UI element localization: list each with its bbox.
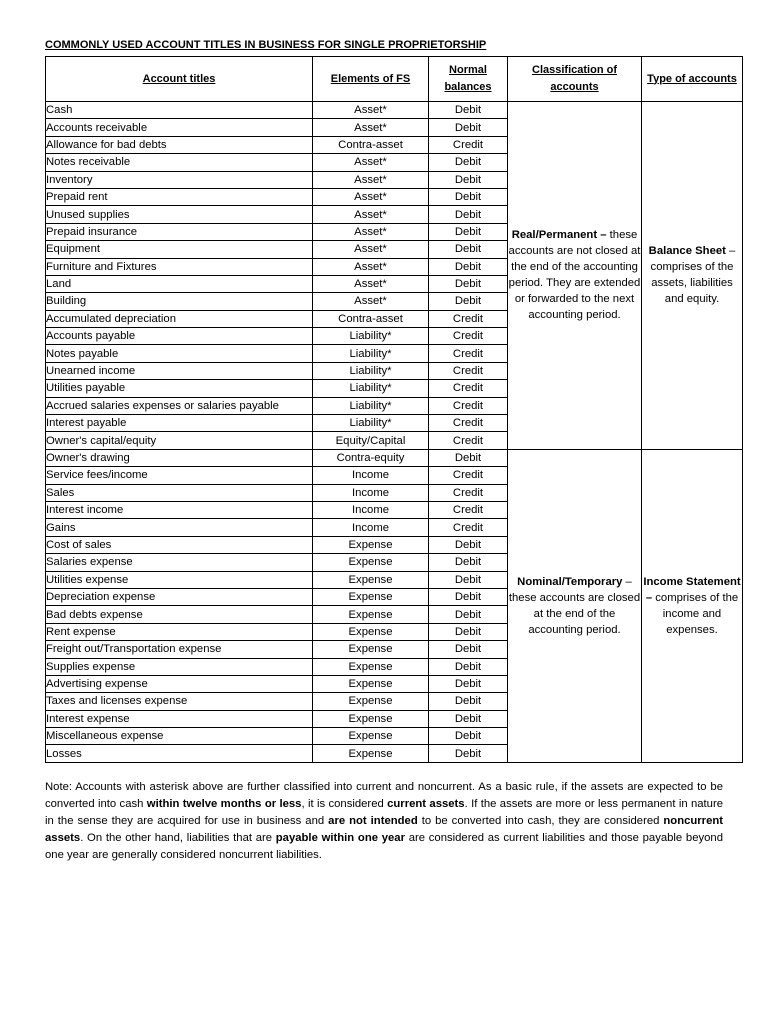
classification-heading: Real/Permanent –	[511, 229, 607, 242]
account-title-cell: Cost of sales	[46, 536, 313, 553]
element-cell: Expense	[313, 745, 429, 762]
normal-balance-cell: Debit	[429, 675, 508, 692]
header-account-titles: Account titles	[46, 57, 313, 102]
type-description: – comprises of the assets, liabilities and equity.	[650, 245, 736, 306]
account-title-cell: Utilities expense	[46, 571, 313, 588]
element-cell: Asset*	[313, 275, 429, 292]
note-text: . If the assets are more or less permanent in nature in the sense they are acquired for use in business and	[45, 798, 723, 827]
element-cell: Contra-asset	[313, 136, 429, 153]
normal-balance-cell: Credit	[429, 432, 508, 449]
element-cell: Expense	[313, 641, 429, 658]
account-title-cell: Prepaid insurance	[46, 223, 313, 240]
account-title-cell: Land	[46, 275, 313, 292]
normal-balance-cell: Credit	[429, 484, 508, 501]
element-cell: Expense	[313, 658, 429, 675]
normal-balance-cell: Debit	[429, 449, 508, 466]
account-title-cell: Owner's drawing	[46, 449, 313, 466]
header-elements-of-fs: Elements of FS	[313, 57, 429, 102]
account-title-cell: Salaries expense	[46, 554, 313, 571]
note-bold: current assets	[387, 798, 465, 810]
note-bold: within twelve months or less	[146, 798, 302, 810]
normal-balance-cell: Credit	[429, 501, 508, 518]
element-cell: Contra-asset	[313, 310, 429, 327]
type-heading: Balance Sheet	[648, 245, 726, 258]
element-cell: Asset*	[313, 206, 429, 223]
normal-balance-cell: Credit	[429, 362, 508, 379]
element-cell: Equity/Capital	[313, 432, 429, 449]
element-cell: Expense	[313, 554, 429, 571]
note-text: are considered as current liabilities and those payable beyond one year are generally considered noncurrent liabilities.	[45, 832, 723, 861]
account-title-cell: Notes payable	[46, 345, 313, 362]
normal-balance-cell: Credit	[429, 310, 508, 327]
normal-balance-cell: Debit	[429, 154, 508, 171]
element-cell: Expense	[313, 571, 429, 588]
normal-balance-cell: Credit	[429, 136, 508, 153]
element-cell: Expense	[313, 536, 429, 553]
normal-balance-cell: Debit	[429, 571, 508, 588]
account-title-cell: Inventory	[46, 171, 313, 188]
normal-balance-cell: Debit	[429, 588, 508, 605]
account-title-cell: Accrued salaries expenses or salaries payable	[46, 397, 313, 414]
note-paragraph	[45, 779, 723, 864]
table-body	[46, 102, 743, 763]
account-title-cell: Furniture and Fixtures	[46, 258, 313, 275]
element-cell: Liability*	[313, 328, 429, 345]
element-cell: Liability*	[313, 415, 429, 432]
account-title-cell: Prepaid rent	[46, 188, 313, 205]
normal-balance-cell: Debit	[429, 623, 508, 640]
normal-balance-cell: Debit	[429, 223, 508, 240]
element-cell: Income	[313, 467, 429, 484]
account-title-cell: Accounts payable	[46, 328, 313, 345]
classification-heading: Nominal/Temporary	[517, 575, 623, 588]
account-title-cell: Unearned income	[46, 362, 313, 379]
account-title-cell: Gains	[46, 519, 313, 536]
note-bold: payable within one year	[275, 832, 405, 844]
account-title-cell: Losses	[46, 745, 313, 762]
classification-description: these accounts are not closed at the end of the accounting period. They are extended or forwarded to the next accounting period.	[508, 229, 641, 322]
element-cell: Expense	[313, 728, 429, 745]
element-cell: Asset*	[313, 241, 429, 258]
account-title-cell: Equipment	[46, 241, 313, 258]
normal-balance-cell: Debit	[429, 554, 508, 571]
account-title-cell: Allowance for bad debts	[46, 136, 313, 153]
account-title-cell: Accumulated depreciation	[46, 310, 313, 327]
account-titles-table	[45, 56, 743, 763]
normal-balance-cell: Debit	[429, 745, 508, 762]
element-cell: Asset*	[313, 102, 429, 119]
element-cell: Contra-equity	[313, 449, 429, 466]
normal-balance-cell: Debit	[429, 658, 508, 675]
element-cell: Expense	[313, 623, 429, 640]
normal-balance-cell: Credit	[429, 467, 508, 484]
account-title-cell: Notes receivable	[46, 154, 313, 171]
element-cell: Expense	[313, 588, 429, 605]
header-normal-balances: Normal balances	[429, 57, 508, 102]
note-bold: noncurrent assets	[45, 815, 724, 844]
normal-balance-cell: Debit	[429, 102, 508, 119]
account-title-cell: Accounts receivable	[46, 119, 313, 136]
account-title-cell: Interest income	[46, 501, 313, 518]
note-text: , it is considered	[301, 798, 388, 810]
account-title-cell: Taxes and licenses expense	[46, 693, 313, 710]
account-title-cell: Bad debts expense	[46, 606, 313, 623]
header-type-of-accounts: Type of accounts	[642, 57, 743, 102]
normal-balance-cell: Debit	[429, 710, 508, 727]
account-title-cell: Unused supplies	[46, 206, 313, 223]
normal-balance-cell: Debit	[429, 693, 508, 710]
account-title-cell: Building	[46, 293, 313, 310]
normal-balance-cell: Debit	[429, 606, 508, 623]
element-cell: Asset*	[313, 171, 429, 188]
normal-balance-cell: Debit	[429, 206, 508, 223]
normal-balance-cell: Debit	[429, 188, 508, 205]
normal-balance-cell: Debit	[429, 293, 508, 310]
account-title-cell: Supplies expense	[46, 658, 313, 675]
element-cell: Income	[313, 501, 429, 518]
nominal-type-cell	[642, 449, 743, 762]
page-title: COMMONLY USED ACCOUNT TITLES IN BUSINESS FOR SINGLE PROPRIETORSHIP	[45, 39, 487, 51]
element-cell: Asset*	[313, 188, 429, 205]
account-title-cell: Advertising expense	[46, 675, 313, 692]
note-text: to be converted into cash, they are considered	[417, 815, 664, 827]
element-cell: Asset*	[313, 293, 429, 310]
element-cell: Income	[313, 484, 429, 501]
element-cell: Expense	[313, 606, 429, 623]
type-description: comprises of the income and expenses.	[652, 591, 739, 636]
note-bold: are not intended	[328, 815, 418, 827]
element-cell: Expense	[313, 710, 429, 727]
account-title-cell: Freight out/Transportation expense	[46, 641, 313, 658]
normal-balance-cell: Debit	[429, 275, 508, 292]
element-cell: Expense	[313, 675, 429, 692]
normal-balance-cell: Debit	[429, 241, 508, 258]
element-cell: Liability*	[313, 362, 429, 379]
account-title-cell: Owner's capital/equity	[46, 432, 313, 449]
account-title-cell: Sales	[46, 484, 313, 501]
account-title-cell: Depreciation expense	[46, 588, 313, 605]
normal-balance-cell: Debit	[429, 119, 508, 136]
note-text: . On the other hand, liabilities that are	[80, 832, 276, 844]
account-title-cell: Cash	[46, 102, 313, 119]
account-title-cell: Utilities payable	[46, 380, 313, 397]
account-title-cell: Miscellaneous expense	[46, 728, 313, 745]
normal-balance-cell: Credit	[429, 519, 508, 536]
nominal-classification-cell	[508, 449, 642, 762]
element-cell: Asset*	[313, 223, 429, 240]
normal-balance-cell: Debit	[429, 258, 508, 275]
normal-balance-cell: Credit	[429, 397, 508, 414]
element-cell: Income	[313, 519, 429, 536]
normal-balance-cell: Credit	[429, 415, 508, 432]
element-cell: Expense	[313, 693, 429, 710]
classification-description: – these accounts are closed at the end of the accounting period.	[508, 575, 641, 636]
real-type-cell	[642, 102, 743, 450]
note-text: Note: Accounts with asterisk above are further classified into current and noncurrent. As a basic rule, if the assets are expected to be converted into cash	[45, 781, 723, 810]
element-cell: Liability*	[313, 397, 429, 414]
account-title-cell: Interest expense	[46, 710, 313, 727]
normal-balance-cell: Debit	[429, 728, 508, 745]
normal-balance-cell: Credit	[429, 345, 508, 362]
normal-balance-cell: Debit	[429, 171, 508, 188]
element-cell: Asset*	[313, 154, 429, 171]
account-title-cell: Service fees/income	[46, 467, 313, 484]
table-row	[46, 449, 743, 466]
normal-balance-cell: Debit	[429, 641, 508, 658]
real-classification-cell	[508, 102, 642, 450]
normal-balance-cell: Credit	[429, 380, 508, 397]
table-header-row	[46, 57, 743, 102]
normal-balance-cell: Credit	[429, 328, 508, 345]
element-cell: Asset*	[313, 258, 429, 275]
normal-balance-cell: Debit	[429, 536, 508, 553]
account-title-cell: Interest payable	[46, 415, 313, 432]
type-heading: Income Statement –	[643, 575, 741, 604]
element-cell: Asset*	[313, 119, 429, 136]
table-row	[46, 102, 743, 119]
element-cell: Liability*	[313, 380, 429, 397]
header-classification: Classification of accounts	[508, 57, 642, 102]
account-title-cell: Rent expense	[46, 623, 313, 640]
element-cell: Liability*	[313, 345, 429, 362]
